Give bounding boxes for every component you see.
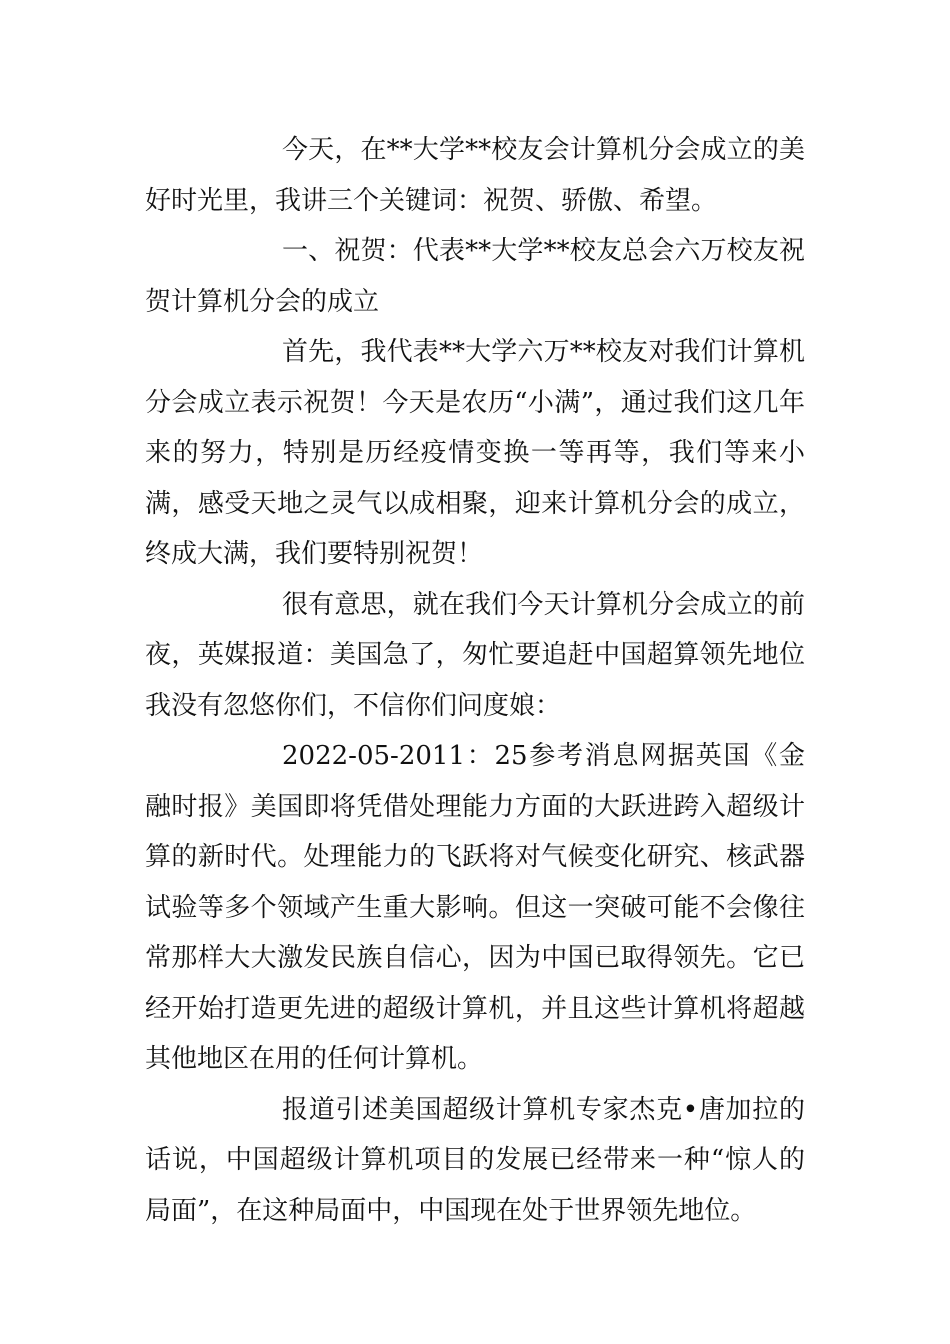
paragraph-intro: 今天，在**大学**校友会计算机分会成立的美好时光里，我讲三个关键词：祝贺、骄傲、希望。: [145, 135, 805, 216]
paragraph-congratulations: 首先，我代表**大学六万**校友对我们计算机分会成立表示祝贺！今天是农历“小满”，通过我们这几年来的努力，特别是历经疫情变换一等再等，我们等来小满，感受天地之灵气以成相聚，迎来计算机分会的成立，终成大满，我们要特别祝贺！: [145, 337, 805, 569]
paragraph-news-quote: 2022-05-2011：25参考消息网据英国《金融时报》美国即将凭借处理能力方面的大跃进跨入超级计算的新时代。处理能力的飞跃将对气候变化研究、核武器试验等多个领域产生重大影响。但这一突破可能不会像往常那样大大激发民族自信心，因为中国已取得领先。它已经开始打造更先进的超级计算机，并且这些计算机将超越其他地区在用的任何计算机。: [145, 741, 805, 1074]
paragraph-expert-quote: 报道引述美国超级计算机专家杰克•唐加拉的话说，中国超级计算机项目的发展已经带来一种“惊人的局面”，在这种局面中，中国现在处于世界领先地位。: [145, 1094, 805, 1226]
document-body: [145, 125, 805, 1236]
paragraph-media-report: 很有意思，就在我们今天计算机分会成立的前夜，英媒报道：美国急了，匆忙要追赶中国超算领先地位我没有忽悠你们，不信你们问度娘：: [145, 589, 805, 721]
section-heading-congratulations: 一、祝贺：代表**大学**校友总会六万校友祝贺计算机分会的成立: [145, 236, 805, 317]
